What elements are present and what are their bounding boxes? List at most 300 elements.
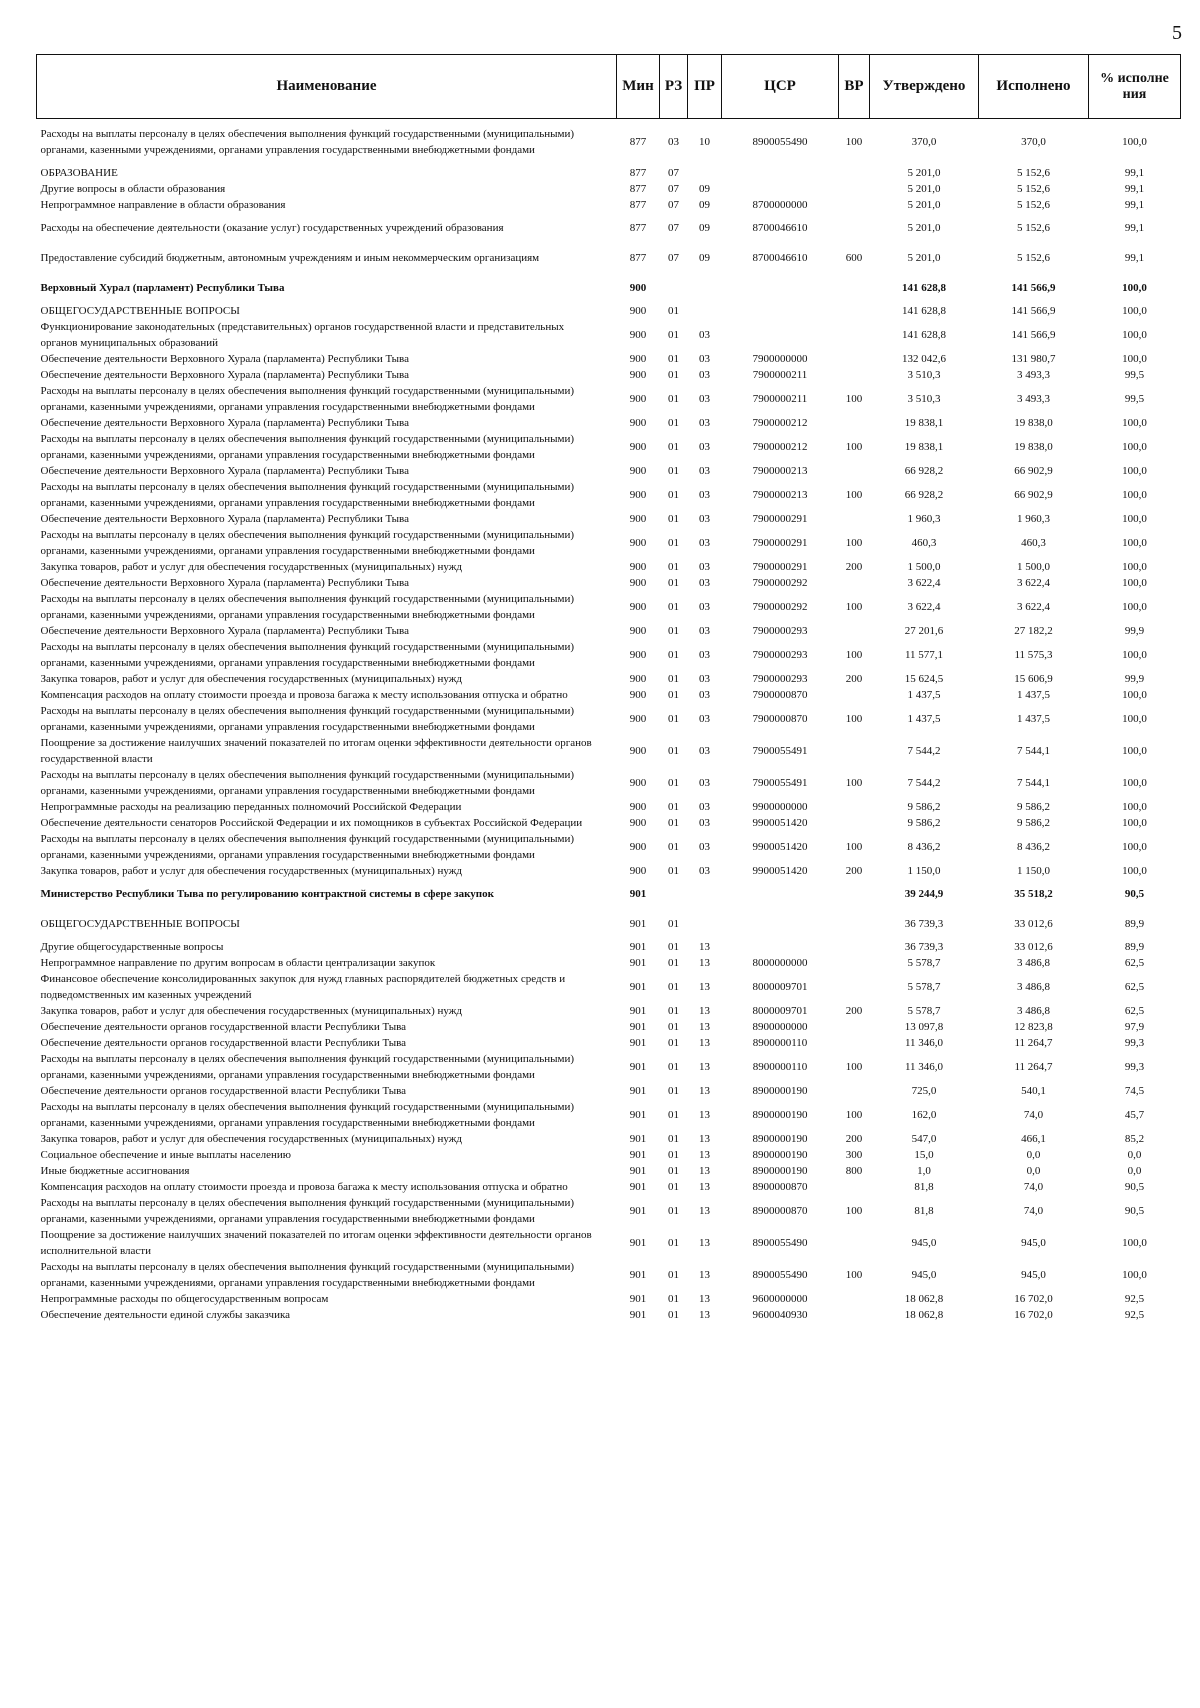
cell-rz: 01 <box>668 817 679 829</box>
cell-pr: 03 <box>699 329 710 341</box>
cell-executed: 0,0 <box>1026 1149 1041 1161</box>
cell-min: 900 <box>629 537 647 549</box>
cell-vr <box>839 1083 870 1099</box>
cell-percent: 92,5 <box>1124 1309 1145 1321</box>
table-row <box>37 939 1181 955</box>
cell-vr <box>839 939 870 955</box>
cell-min: 901 <box>629 918 647 930</box>
cell-vr <box>839 623 870 639</box>
cell-rz: 01 <box>668 1181 679 1193</box>
cell-approved: 81,8 <box>914 1205 934 1217</box>
cell-percent: 99,5 <box>1124 369 1145 381</box>
cell-min: 900 <box>629 369 647 381</box>
cell-name: Закупка товаров, работ и услуг для обеспечения государственных (муниципальных) нужд <box>40 561 462 573</box>
cell-rz: 01 <box>668 745 679 757</box>
table-row <box>37 815 1181 831</box>
cell-name: Закупка товаров, работ и услуг для обеспечения государственных (муниципальных) нужд <box>40 865 462 877</box>
cell-approved: 3 622,4 <box>907 577 941 589</box>
cell-executed: 3 493,3 <box>1017 369 1050 381</box>
cell-name: Расходы на выплаты персоналу в целях обеспечения выполнения функций государственными (муниципальными) органами, казенными учреждениями, органами управления государственными внебюджетными фондами <box>40 1101 575 1129</box>
table-row <box>37 1227 1181 1259</box>
header-vr: ВР <box>839 55 870 119</box>
cell-min: 901 <box>629 1085 647 1097</box>
cell-name: Компенсация расходов на оплату стоимости проезда и провоза багажа к месту использования отпуска и обратно <box>40 1181 568 1193</box>
cell-approved: 66 928,2 <box>904 489 944 501</box>
header-rz: РЗ <box>660 55 688 119</box>
table-row <box>37 431 1181 463</box>
cell-vr: 100 <box>845 1205 863 1217</box>
cell-pr <box>688 273 722 303</box>
cell-vr: 200 <box>845 673 863 685</box>
cell-rz: 01 <box>668 625 679 637</box>
table-row <box>37 639 1181 671</box>
cell-min: 900 <box>629 353 647 365</box>
cell-name: Расходы на выплаты персоналу в целях обеспечения выполнения функций государственными (муниципальными) органами, казенными учреждениями, органами управления государственными внебюджетными фондами <box>40 769 575 797</box>
cell-approved: 725,0 <box>911 1085 937 1097</box>
cell-percent: 100,0 <box>1122 841 1147 853</box>
cell-csr: 8000000000 <box>752 957 808 969</box>
cell-csr <box>722 879 839 909</box>
cell-min: 900 <box>629 745 647 757</box>
cell-percent: 62,5 <box>1124 981 1145 993</box>
page-number: 5 <box>1172 22 1182 44</box>
cell-executed: 7 544,1 <box>1017 777 1050 789</box>
cell-executed: 11 575,3 <box>1014 649 1053 661</box>
cell-csr <box>722 273 839 303</box>
cell-vr <box>839 879 870 909</box>
cell-vr: 100 <box>845 777 863 789</box>
cell-csr: 7900000213 <box>752 489 808 501</box>
cell-name: Расходы на выплаты персоналу в целях обеспечения выполнения функций государственными (муниципальными) органами, казенными учреждениями, органами управления государственными внебюджетными фондами <box>40 1197 575 1225</box>
cell-vr <box>839 687 870 703</box>
cell-csr: 8000009701 <box>752 981 808 993</box>
cell-vr <box>839 971 870 1003</box>
cell-rz: 01 <box>668 1005 679 1017</box>
cell-executed: 35 518,2 <box>1014 888 1053 900</box>
cell-executed: 11 264,7 <box>1014 1061 1053 1073</box>
cell-executed: 460,3 <box>1021 537 1046 549</box>
cell-executed: 19 838,0 <box>1014 441 1053 453</box>
cell-vr <box>839 463 870 479</box>
cell-rz: 01 <box>668 1149 679 1161</box>
cell-name: Закупка товаров, работ и услуг для обеспечения государственных (муниципальных) нужд <box>40 1133 462 1145</box>
cell-percent: 90,5 <box>1124 888 1145 900</box>
cell-min: 900 <box>629 713 647 725</box>
cell-csr: 7900000291 <box>752 513 808 525</box>
cell-executed: 9 586,2 <box>1017 801 1050 813</box>
cell-vr <box>839 815 870 831</box>
cell-pr: 13 <box>699 1109 710 1121</box>
cell-rz: 01 <box>668 393 679 405</box>
cell-rz: 01 <box>668 1205 679 1217</box>
cell-rz: 01 <box>668 801 679 813</box>
cell-approved: 1,0 <box>917 1165 931 1177</box>
table-row <box>37 955 1181 971</box>
cell-pr: 03 <box>699 441 710 453</box>
cell-csr: 7900000293 <box>752 649 808 661</box>
cell-vr: 100 <box>845 1269 863 1281</box>
cell-vr <box>839 181 870 197</box>
cell-vr: 100 <box>845 841 863 853</box>
cell-csr: 8900000000 <box>752 1021 808 1033</box>
cell-percent: 100,0 <box>1122 561 1147 573</box>
cell-percent: 92,5 <box>1124 1293 1145 1305</box>
cell-rz: 07 <box>668 199 679 211</box>
cell-approved: 547,0 <box>911 1133 937 1145</box>
cell-rz: 01 <box>668 1309 679 1321</box>
cell-rz: 01 <box>668 305 679 317</box>
cell-vr <box>839 197 870 213</box>
cell-csr <box>722 939 839 955</box>
cell-pr <box>688 165 722 181</box>
cell-name: Расходы на выплаты персоналу в целях обеспечения выполнения функций государственными (муниципальными) органами, казенными учреждениями, органами управления государственными внебюджетными фондами <box>40 1053 575 1081</box>
cell-csr: 8900055490 <box>752 1269 808 1281</box>
cell-name: Обеспечение деятельности Верховного Хурала (парламента) Республики Тыва <box>40 417 409 429</box>
cell-percent: 97,9 <box>1124 1021 1145 1033</box>
cell-csr <box>722 303 839 319</box>
cell-min: 900 <box>629 441 647 453</box>
cell-min: 901 <box>629 1061 647 1073</box>
cell-executed: 540,1 <box>1021 1085 1046 1097</box>
cell-executed: 9 586,2 <box>1017 817 1050 829</box>
cell-vr <box>839 165 870 181</box>
cell-csr <box>722 181 839 197</box>
cell-percent: 99,1 <box>1124 252 1145 264</box>
cell-name: Поощрение за достижение наилучших значений показателей по итогам оценки эффективности деятельности органов государственной власти <box>40 737 592 765</box>
cell-percent: 62,5 <box>1124 1005 1145 1017</box>
header-csr: ЦСР <box>722 55 839 119</box>
cell-name: Закупка товаров, работ и услуг для обеспечения государственных (муниципальных) нужд <box>40 1005 462 1017</box>
cell-percent: 99,9 <box>1124 625 1145 637</box>
cell-executed: 1 437,5 <box>1017 713 1050 725</box>
cell-executed: 12 823,8 <box>1014 1021 1053 1033</box>
cell-executed: 27 182,2 <box>1014 625 1053 637</box>
table-row <box>37 243 1181 273</box>
cell-min: 900 <box>629 513 647 525</box>
cell-min: 900 <box>629 489 647 501</box>
cell-vr: 300 <box>845 1149 863 1161</box>
cell-pr: 03 <box>699 393 710 405</box>
cell-name: Расходы на выплаты персоналу в целях обеспечения выполнения функций государственными (муниципальными) органами, казенными учреждениями, органами управления государственными внебюджетными фондами <box>40 705 575 733</box>
cell-name: ОБРАЗОВАНИЕ <box>40 167 118 179</box>
cell-approved: 162,0 <box>911 1109 937 1121</box>
cell-name: ОБЩЕГОСУДАРСТВЕННЫЕ ВОПРОСЫ <box>40 305 240 317</box>
cell-min: 900 <box>629 329 647 341</box>
cell-approved: 11 346,0 <box>904 1061 944 1073</box>
cell-pr: 13 <box>699 957 710 969</box>
cell-csr: 8900055490 <box>752 1237 808 1249</box>
cell-vr: 100 <box>845 441 863 453</box>
cell-min: 901 <box>629 1269 647 1281</box>
cell-rz: 01 <box>668 713 679 725</box>
cell-csr: 8900000190 <box>752 1149 808 1161</box>
cell-name: Функционирование законодательных (представительных) органов государственной власти и представительных органов муниципальных образований <box>40 321 565 349</box>
cell-pr: 09 <box>699 252 710 264</box>
cell-executed: 1 150,0 <box>1017 865 1050 877</box>
cell-percent: 99,9 <box>1124 673 1145 685</box>
cell-approved: 3 510,3 <box>907 369 941 381</box>
cell-vr <box>839 1291 870 1307</box>
cell-approved: 141 628,8 <box>902 329 946 341</box>
cell-rz: 01 <box>668 689 679 701</box>
cell-vr <box>839 415 870 431</box>
cell-vr: 100 <box>845 393 863 405</box>
cell-executed: 1 500,0 <box>1017 561 1050 573</box>
cell-percent: 100,0 <box>1122 489 1147 501</box>
cell-name: Расходы на выплаты персоналу в целях обеспечения выполнения функций государственными (муниципальными) органами, казенными учреждениями, органами управления государственными внебюджетными фондами <box>40 385 575 413</box>
cell-min: 900 <box>629 393 647 405</box>
table-row <box>37 671 1181 687</box>
cell-rz: 01 <box>668 1021 679 1033</box>
cell-rz: 01 <box>668 957 679 969</box>
cell-min: 900 <box>629 601 647 613</box>
cell-name: Расходы на обеспечение деятельности (оказание услуг) государственных учреждений образования <box>40 222 504 234</box>
cell-rz: 07 <box>668 183 679 195</box>
cell-min: 900 <box>629 673 647 685</box>
cell-approved: 370,0 <box>911 136 937 148</box>
table-row <box>37 799 1181 815</box>
cell-approved: 460,3 <box>911 537 937 549</box>
cell-pr: 03 <box>699 353 710 365</box>
cell-csr: 7900000870 <box>752 689 808 701</box>
cell-approved: 7 544,2 <box>907 777 941 789</box>
table-row <box>37 415 1181 431</box>
cell-vr <box>839 319 870 351</box>
cell-rz: 07 <box>668 167 679 179</box>
cell-min: 900 <box>629 841 647 853</box>
cell-rz: 01 <box>668 1037 679 1049</box>
cell-rz: 01 <box>668 649 679 661</box>
cell-percent: 99,1 <box>1124 199 1145 211</box>
table-row <box>37 1291 1181 1307</box>
cell-csr: 8900000870 <box>752 1181 808 1193</box>
cell-approved: 19 838,1 <box>904 417 944 429</box>
cell-executed: 33 012,6 <box>1014 941 1053 953</box>
cell-percent: 100,0 <box>1122 577 1147 589</box>
cell-percent: 99,3 <box>1124 1061 1145 1073</box>
cell-vr: 100 <box>845 1061 863 1073</box>
cell-vr: 100 <box>845 1109 863 1121</box>
cell-min: 901 <box>629 957 647 969</box>
cell-min: 900 <box>629 817 647 829</box>
cell-rz: 01 <box>668 1165 679 1177</box>
cell-csr: 9900051420 <box>752 841 808 853</box>
cell-min: 877 <box>629 222 647 234</box>
cell-approved: 39 244,9 <box>904 888 944 900</box>
cell-rz: 01 <box>668 918 679 930</box>
cell-approved: 18 062,8 <box>904 1293 944 1305</box>
cell-executed: 5 152,6 <box>1017 252 1050 264</box>
cell-pr: 03 <box>699 561 710 573</box>
cell-executed: 5 152,6 <box>1017 199 1050 211</box>
cell-min: 900 <box>629 282 647 294</box>
cell-executed: 3 493,3 <box>1017 393 1050 405</box>
cell-csr: 7900000292 <box>752 577 808 589</box>
header-name: Наименование <box>37 55 617 119</box>
cell-percent: 99,1 <box>1124 183 1145 195</box>
cell-percent: 100,0 <box>1122 329 1147 341</box>
cell-executed: 15 606,9 <box>1014 673 1053 685</box>
cell-pr: 13 <box>699 1269 710 1281</box>
table-row <box>37 591 1181 623</box>
header-approved: Утверждено <box>870 55 979 119</box>
cell-pr: 13 <box>699 1165 710 1177</box>
cell-csr: 7900055491 <box>752 745 808 757</box>
table-row <box>37 687 1181 703</box>
table-row <box>37 511 1181 527</box>
cell-executed: 141 566,9 <box>1011 282 1056 294</box>
cell-name: Верховный Хурал (парламент) Республики Тыва <box>40 282 285 294</box>
cell-percent: 99,3 <box>1124 1037 1145 1049</box>
cell-executed: 370,0 <box>1021 136 1046 148</box>
cell-vr <box>839 1227 870 1259</box>
cell-executed: 141 566,9 <box>1011 305 1056 317</box>
cell-executed: 33 012,6 <box>1014 918 1053 930</box>
cell-csr: 8900000110 <box>752 1037 808 1049</box>
cell-min: 900 <box>629 777 647 789</box>
cell-pr: 03 <box>699 513 710 525</box>
cell-pr: 03 <box>699 865 710 877</box>
cell-name: Обеспечение деятельности Верховного Хурала (парламента) Республики Тыва <box>40 369 409 381</box>
cell-min: 900 <box>629 305 647 317</box>
cell-name: Другие общегосударственные вопросы <box>40 941 224 953</box>
cell-approved: 5 201,0 <box>907 183 941 195</box>
cell-min: 901 <box>629 1309 647 1321</box>
cell-approved: 81,8 <box>914 1181 934 1193</box>
cell-min: 901 <box>629 1133 647 1145</box>
cell-min: 900 <box>629 865 647 877</box>
cell-min: 901 <box>629 1037 647 1049</box>
cell-approved: 1 437,5 <box>907 689 941 701</box>
cell-approved: 18 062,8 <box>904 1309 944 1321</box>
table-row <box>37 1163 1181 1179</box>
cell-pr: 03 <box>699 777 710 789</box>
header-pr: ПР <box>688 55 722 119</box>
table-row <box>37 623 1181 639</box>
table-row <box>37 479 1181 511</box>
cell-rz: 01 <box>668 561 679 573</box>
cell-pr: 03 <box>699 369 710 381</box>
cell-min: 877 <box>629 199 647 211</box>
cell-csr: 7900000211 <box>752 393 808 405</box>
cell-vr <box>839 1019 870 1035</box>
cell-csr: 8900000110 <box>752 1061 808 1073</box>
cell-vr: 200 <box>845 561 863 573</box>
table-row <box>37 735 1181 767</box>
cell-pr: 03 <box>699 649 710 661</box>
cell-approved: 5 201,0 <box>907 167 941 179</box>
cell-approved: 1 437,5 <box>907 713 941 725</box>
cell-approved: 3 622,4 <box>907 601 941 613</box>
cell-pr: 03 <box>699 713 710 725</box>
cell-pr: 13 <box>699 1021 710 1033</box>
cell-vr: 800 <box>845 1165 863 1177</box>
cell-vr: 100 <box>845 713 863 725</box>
cell-executed: 3 622,4 <box>1017 601 1050 613</box>
table-row <box>37 1307 1181 1323</box>
cell-pr: 13 <box>699 1085 710 1097</box>
cell-rz: 01 <box>668 353 679 365</box>
cell-pr: 13 <box>699 941 710 953</box>
cell-approved: 1 150,0 <box>907 865 941 877</box>
cell-executed: 66 902,9 <box>1014 465 1053 477</box>
cell-executed: 74,0 <box>1023 1181 1044 1193</box>
table-row <box>37 351 1181 367</box>
cell-csr: 8700046610 <box>752 252 808 264</box>
cell-name: Расходы на выплаты персоналу в целях обеспечения выполнения функций государственными (муниципальными) органами, казенными учреждениями, органами управления государственными внебюджетными фондами <box>40 128 575 156</box>
cell-approved: 9 586,2 <box>907 817 941 829</box>
table-row <box>37 1019 1181 1035</box>
cell-executed: 945,0 <box>1021 1269 1046 1281</box>
cell-pr: 13 <box>699 1205 710 1217</box>
cell-approved: 11 577,1 <box>904 649 944 661</box>
cell-vr <box>839 273 870 303</box>
cell-csr: 7900000212 <box>752 417 808 429</box>
table-row <box>37 527 1181 559</box>
cell-vr <box>839 1307 870 1323</box>
table-row <box>37 303 1181 319</box>
cell-csr: 8000009701 <box>752 1005 808 1017</box>
cell-name: Другие вопросы в области образования <box>40 183 226 195</box>
table-row <box>37 575 1181 591</box>
cell-name: Иные бюджетные ассигнования <box>40 1165 190 1177</box>
cell-percent: 100,0 <box>1122 777 1147 789</box>
cell-min: 877 <box>629 167 647 179</box>
cell-approved: 945,0 <box>911 1237 937 1249</box>
table-row <box>37 1259 1181 1291</box>
cell-executed: 11 264,7 <box>1014 1037 1053 1049</box>
cell-pr: 13 <box>699 1149 710 1161</box>
cell-percent: 100,0 <box>1122 601 1147 613</box>
cell-name: Непрограммное направление по другим вопросам в области централизации закупок <box>40 957 436 969</box>
table-row <box>37 197 1181 213</box>
cell-executed: 66 902,9 <box>1014 489 1053 501</box>
cell-percent: 0,0 <box>1127 1165 1142 1177</box>
cell-vr: 100 <box>845 537 863 549</box>
cell-csr: 7900000293 <box>752 673 808 685</box>
cell-min: 901 <box>629 1293 647 1305</box>
table-body <box>37 119 1181 1324</box>
cell-name: Обеспечение деятельности Верховного Хурала (парламента) Республики Тыва <box>40 577 409 589</box>
cell-approved: 36 739,3 <box>904 918 944 930</box>
cell-pr: 13 <box>699 1037 710 1049</box>
cell-pr: 03 <box>699 745 710 757</box>
cell-name: Непрограммное направление в области образования <box>40 199 286 211</box>
cell-csr: 8900000190 <box>752 1133 808 1145</box>
cell-percent: 89,9 <box>1124 918 1145 930</box>
cell-percent: 45,7 <box>1124 1109 1145 1121</box>
table-row <box>37 1083 1181 1099</box>
cell-percent: 99,1 <box>1124 167 1145 179</box>
cell-name: Расходы на выплаты персоналу в целях обеспечения выполнения функций государственными (муниципальными) органами, казенными учреждениями, органами управления государственными внебюджетными фондами <box>40 529 575 557</box>
cell-approved: 141 628,8 <box>902 282 946 294</box>
cell-approved: 36 739,3 <box>904 941 944 953</box>
cell-approved: 141 628,8 <box>902 305 946 317</box>
cell-rz: 01 <box>668 537 679 549</box>
cell-name: Расходы на выплаты персоналу в целях обеспечения выполнения функций государственными (муниципальными) органами, казенными учреждениями, органами управления государственными внебюджетными фондами <box>40 481 575 509</box>
cell-vr: 100 <box>845 136 863 148</box>
cell-pr: 13 <box>699 1133 710 1145</box>
cell-executed: 74,0 <box>1023 1205 1044 1217</box>
cell-min: 900 <box>629 649 647 661</box>
cell-csr: 8900000190 <box>752 1085 808 1097</box>
cell-min: 901 <box>629 1109 647 1121</box>
table-row <box>37 1099 1181 1131</box>
cell-csr: 8900000190 <box>752 1165 808 1177</box>
table-row <box>37 213 1181 243</box>
cell-percent: 100,0 <box>1122 745 1147 757</box>
cell-name: Компенсация расходов на оплату стоимости проезда и провоза багажа к месту использования отпуска и обратно <box>40 689 568 701</box>
